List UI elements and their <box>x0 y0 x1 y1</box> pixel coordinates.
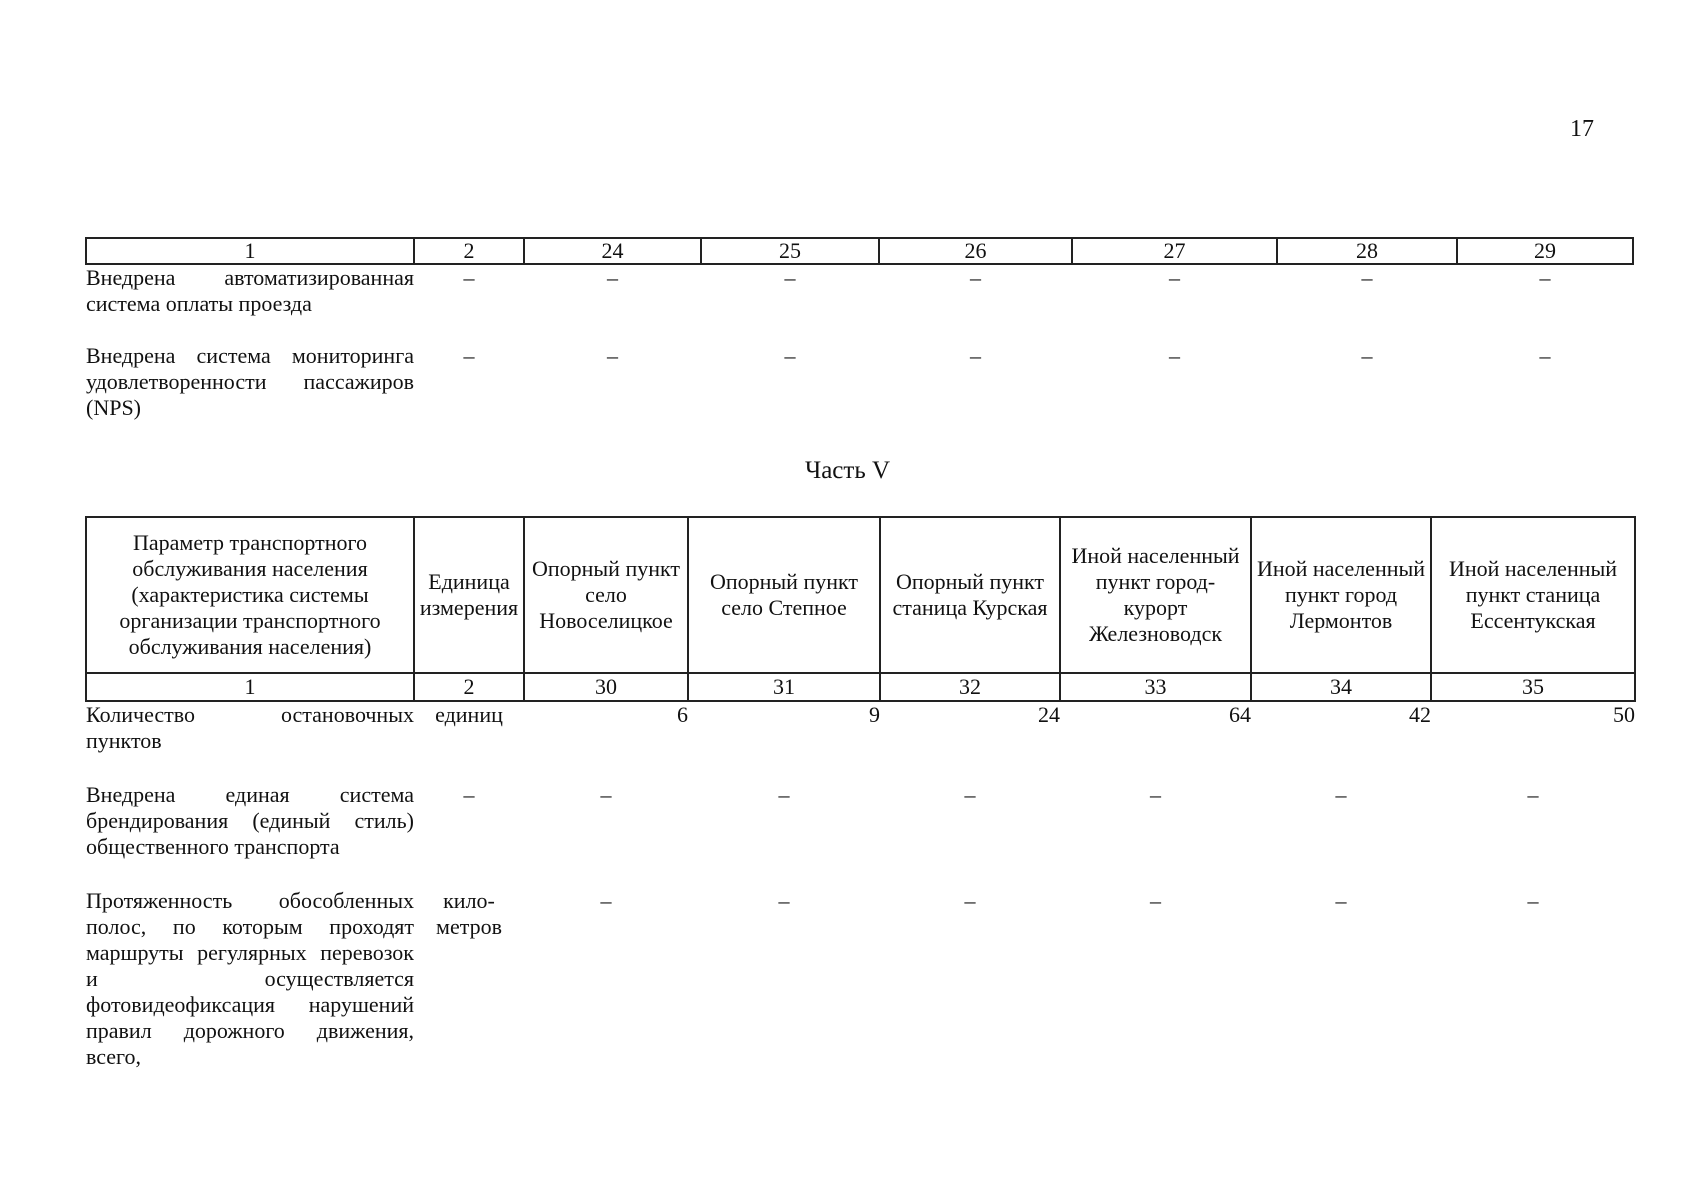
cell-value: – <box>778 782 790 807</box>
column-number: 30 <box>524 673 688 701</box>
column-number-row <box>86 673 1635 701</box>
column-number-row <box>86 238 1633 264</box>
column-number: 29 <box>1457 238 1633 264</box>
cell-value: – <box>463 343 475 368</box>
column-number: 2 <box>414 238 524 264</box>
column-number: 28 <box>1277 238 1457 264</box>
cell-value: 50 <box>1613 702 1635 727</box>
cell-value: – <box>607 343 618 368</box>
column-number: 25 <box>701 238 879 264</box>
page-number: 17 <box>1570 116 1594 142</box>
cell-value: – <box>1150 888 1161 913</box>
cell-value: – <box>1150 782 1161 807</box>
column-header: Параметр транспортного обслуживания населения (характеристика системы организации транспортного обслуживания населения) <box>86 517 414 673</box>
table-row <box>86 701 1635 782</box>
column-number: 26 <box>879 238 1072 264</box>
column-number: 32 <box>880 673 1060 701</box>
column-number: 1 <box>86 238 414 264</box>
column-header: Иной населенный пункт станица Ессентукская <box>1431 517 1635 673</box>
cell-value: – <box>784 343 796 368</box>
cell-value: 9 <box>869 702 880 727</box>
parameter-name: Протяженность обособленных полос, по которым проходят маршруты регулярных перевозок и осуществляется фотовидеофиксация нарушений правил дорожного движения, всего, <box>86 888 414 1069</box>
column-number: 2 <box>414 673 524 701</box>
cell-value: – <box>970 343 981 368</box>
table-row <box>86 888 1635 1070</box>
cell-value: – <box>778 888 790 913</box>
column-number: 27 <box>1072 238 1277 264</box>
cell-value: – <box>600 888 612 913</box>
column-number: 31 <box>688 673 880 701</box>
cell-value: 64 <box>1229 702 1251 727</box>
cell-value: – <box>1335 782 1347 807</box>
parameter-name: Количество остановочных пунктов <box>86 702 414 753</box>
table-row <box>86 782 1635 888</box>
parameter-name: Внедрена автоматизированная система оплаты проезда <box>86 265 414 316</box>
column-number: 35 <box>1431 673 1635 701</box>
unit-cell: единиц <box>435 702 503 727</box>
column-number: 33 <box>1060 673 1251 701</box>
parameter-name: Внедрена система мониторинга удовлетворенности пассажиров (NPS) <box>86 343 414 420</box>
cell-value: – <box>1169 265 1180 290</box>
column-header: Иной населенный пункт город- курорт Железноводск <box>1060 517 1251 673</box>
cell-value: – <box>964 782 976 807</box>
cell-value: 6 <box>677 702 688 727</box>
column-number: 34 <box>1251 673 1431 701</box>
cell-value: – <box>1539 265 1551 290</box>
cell-value: – <box>463 265 475 290</box>
cell-value: – <box>1539 343 1551 368</box>
column-header: Единица измерения <box>414 517 524 673</box>
column-header: Опорный пункт станица Курская <box>880 517 1060 673</box>
parameter-name: Внедрена единая система брендирования (единый стиль) общественного транспорта <box>86 782 414 859</box>
cell-value: – <box>784 265 796 290</box>
column-number: 24 <box>524 238 701 264</box>
header-row <box>86 517 1635 673</box>
cell-value: 42 <box>1409 702 1431 727</box>
cell-value: 24 <box>1038 702 1060 727</box>
table-row <box>86 264 1633 343</box>
cell-value: – <box>1361 265 1373 290</box>
unit-cell: кило- метров <box>436 888 502 939</box>
cell-value: – <box>1335 888 1347 913</box>
cell-value: – <box>964 888 976 913</box>
cell-value: – <box>1361 343 1373 368</box>
cell-value: – <box>1527 782 1539 807</box>
cell-value: – <box>1169 343 1180 368</box>
table-part-iv-continuation <box>85 237 1634 421</box>
part-title: Часть V <box>804 457 891 484</box>
cell-value: – <box>970 265 981 290</box>
cell-value: – <box>1527 888 1539 913</box>
table-row <box>86 343 1633 421</box>
column-number: 1 <box>86 673 414 701</box>
unit-cell: – <box>463 782 475 807</box>
cell-value: – <box>600 782 612 807</box>
table-part-v <box>85 516 1636 1070</box>
column-header: Опорный пункт село Степное <box>688 517 880 673</box>
column-header: Иной населенный пункт город Лермонтов <box>1251 517 1431 673</box>
cell-value: – <box>607 265 618 290</box>
column-header: Опорный пункт село Новоселицкое <box>524 517 688 673</box>
